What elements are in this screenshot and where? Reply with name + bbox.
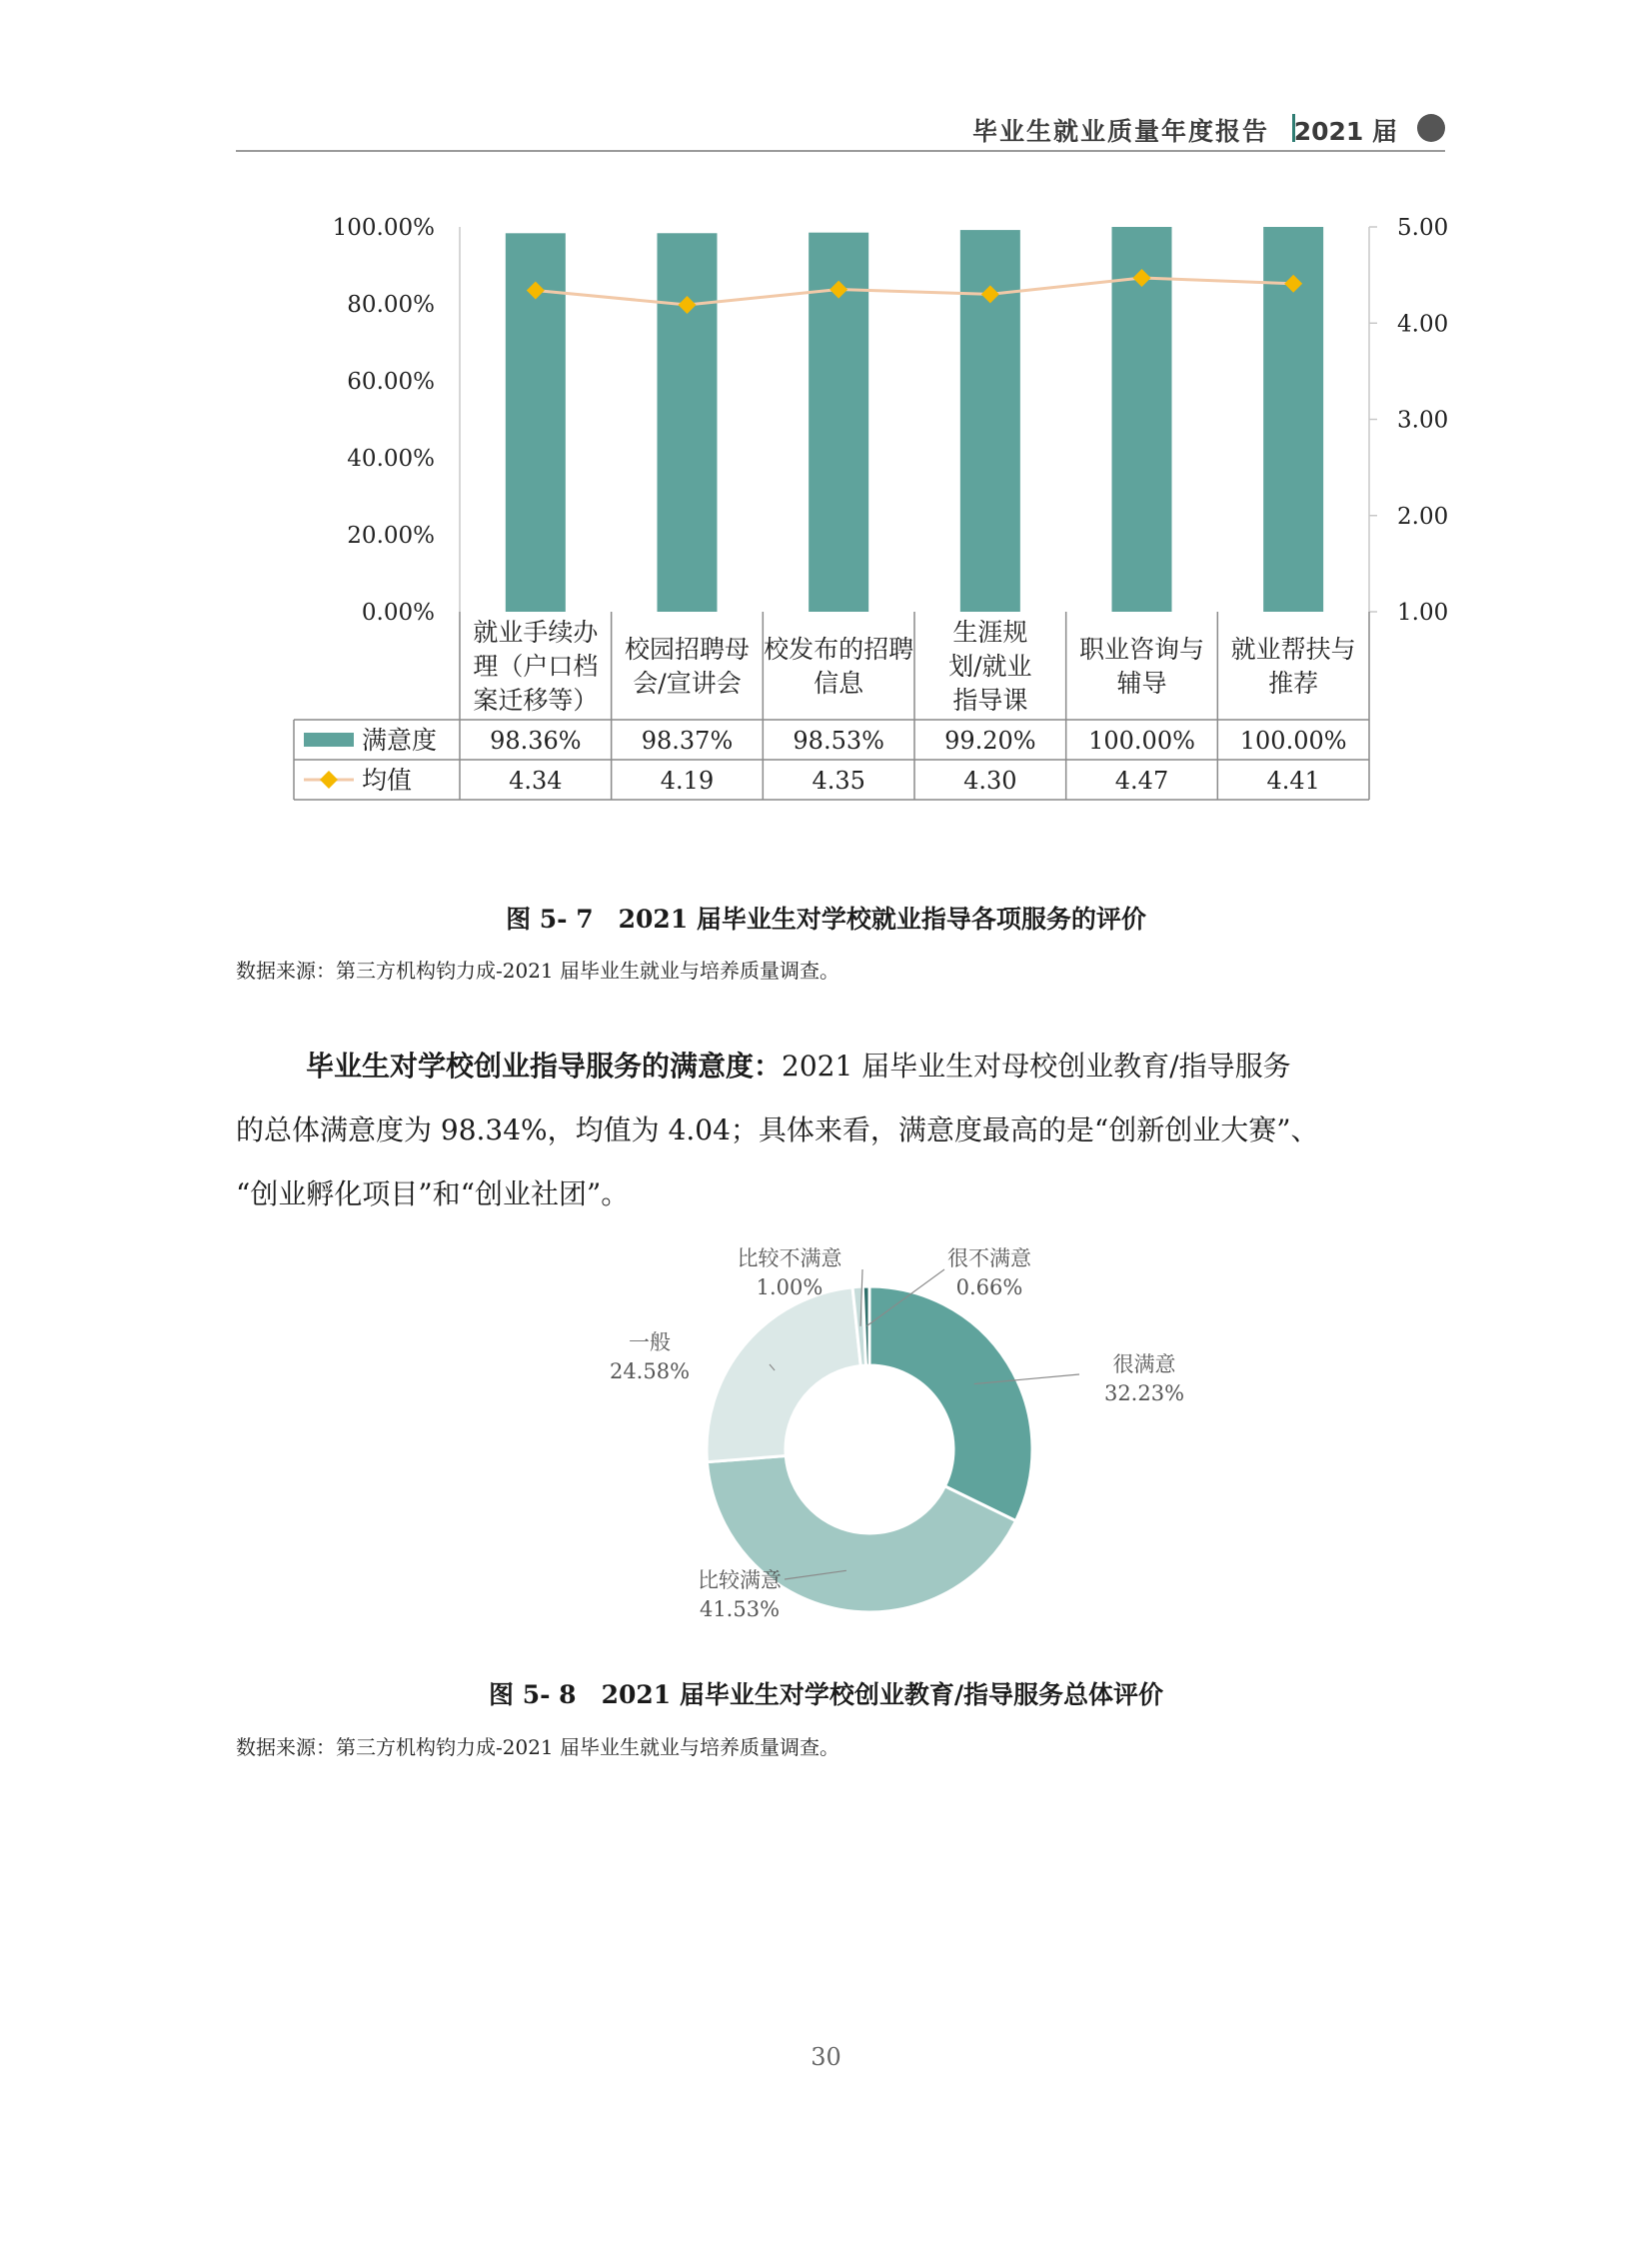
right-tick-label: 1.00: [1397, 600, 1449, 626]
category-label: 生涯规: [952, 618, 1028, 647]
category-label: 信息: [814, 669, 864, 698]
left-tick-label: 40.00%: [347, 446, 435, 472]
header-title: 毕业生就业质量年度报告: [971, 117, 1269, 146]
category-label: 辅导: [1116, 669, 1167, 698]
table-value-satisfaction: 98.53%: [793, 727, 884, 755]
page-header: [236, 112, 1445, 148]
donut-slice: [869, 1286, 1032, 1521]
table-value-mean: 4.41: [1266, 767, 1320, 795]
donut-slice-label: 很满意: [1112, 1352, 1176, 1376]
figure-5-8-donut-chart: [600, 1229, 1219, 1649]
table-value-mean: 4.35: [812, 767, 865, 795]
figure-5-8-source: 数据来源：第三方机构钧力成-2021 届毕业生就业与培养质量调查。: [236, 1735, 840, 1759]
right-tick-label: 5.00: [1397, 215, 1449, 241]
header-dot-icon: [1417, 114, 1445, 142]
category-label: 职业咨询与: [1078, 635, 1205, 664]
category-label: 指导课: [952, 686, 1028, 715]
donut-slice-value: 1.00%: [756, 1275, 824, 1299]
category-label: 划/就业: [948, 652, 1032, 681]
paragraph-line-1-text: 2021 届毕业生对母校创业教育/指导服务: [782, 1050, 1291, 1083]
paragraph-line-1: [236, 1035, 1465, 1099]
right-tick-label: 3.00: [1397, 407, 1449, 434]
right-tick-label: 4.00: [1397, 311, 1449, 338]
line-mean-series: [536, 278, 1293, 305]
donut-slice: [707, 1287, 860, 1462]
table-value-mean: 4.47: [1114, 767, 1169, 795]
paragraph-lead: 毕业生对学校创业指导服务的满意度：: [306, 1050, 783, 1083]
category-label: 就业帮扶与: [1230, 635, 1356, 664]
category-label: 案迁移等）: [473, 686, 599, 715]
figure-5-8-caption: 图 5- 8 2021 届毕业生对学校创业教育/指导服务总体评价: [489, 1680, 1163, 1709]
category-label: 校园招聘母: [624, 635, 751, 664]
legend-swatch-satisfaction: [304, 733, 354, 747]
table-value-satisfaction: 100.00%: [1088, 727, 1195, 755]
donut-slice-label: 一般: [629, 1330, 671, 1354]
table-value-satisfaction: 98.36%: [490, 727, 582, 755]
table-value-satisfaction: 100.00%: [1239, 727, 1347, 755]
donut-slice-value: 24.58%: [609, 1359, 691, 1383]
paragraph-line-2: 的总体满意度为 98.34%，均值为 4.04；具体来看，满意度最高的是“创新创业大赛”、: [236, 1114, 1319, 1146]
left-tick-label: 60.00%: [347, 369, 435, 395]
legend-marker-mean: [320, 771, 338, 789]
donut-slice-value: 0.66%: [955, 1275, 1023, 1299]
category-label: 就业手续办: [473, 618, 599, 647]
paragraph-line-3: “创业孵化项目”和“创业社团”。: [236, 1177, 630, 1210]
left-tick-label: 0.00%: [361, 600, 435, 626]
legend-label-mean: 均值: [362, 766, 413, 795]
category-label: 推荐: [1268, 669, 1319, 698]
table-value-mean: 4.19: [660, 767, 715, 795]
table-value-satisfaction: 98.37%: [641, 727, 734, 755]
category-label: 校发布的招聘: [764, 635, 914, 664]
table-value-satisfaction: 99.20%: [944, 727, 1036, 755]
donut-slice-value: 32.23%: [1103, 1381, 1185, 1405]
category-label: 会/宣讲会: [633, 669, 742, 698]
figure-5-7-combo-chart: [290, 205, 1449, 825]
left-tick-label: 100.00%: [332, 215, 435, 241]
left-tick-label: 20.00%: [347, 523, 435, 549]
donut-slice-label: 比较不满意: [737, 1246, 842, 1270]
left-tick-label: 80.00%: [347, 292, 435, 318]
header-rule: [236, 150, 1445, 152]
bar-satisfaction: [658, 233, 718, 612]
table-value-mean: 4.30: [963, 767, 1017, 795]
legend-label-satisfaction: 满意度: [362, 726, 438, 755]
page-number: 30: [811, 2043, 841, 2071]
table-value-mean: 4.34: [509, 767, 563, 795]
donut-slice-label: 比较满意: [698, 1568, 782, 1592]
figure-5-7-source: 数据来源：第三方机构钧力成-2021 届毕业生就业与培养质量调查。: [236, 959, 840, 983]
header-year: 2021 届: [1293, 117, 1397, 146]
donut-slice-value: 41.53%: [699, 1597, 781, 1621]
category-label: 理（户口档: [473, 652, 599, 681]
right-tick-label: 2.00: [1397, 503, 1449, 530]
donut-slice-label: 很不满意: [947, 1246, 1031, 1270]
figure-5-7-caption: 图 5- 7 2021 届毕业生对学校就业指导各项服务的评价: [506, 905, 1146, 934]
